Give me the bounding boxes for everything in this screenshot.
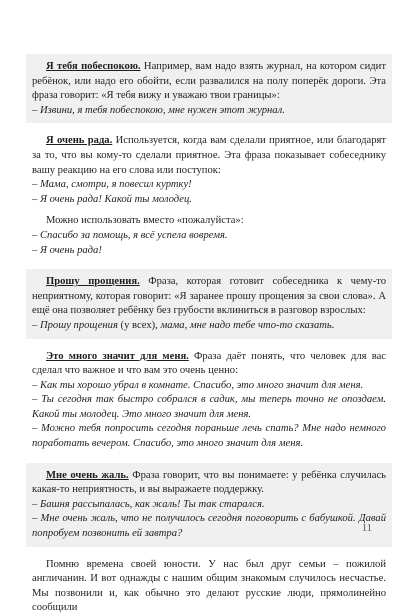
example-text: Спасибо за помощь, я всё успела вовремя. [39, 229, 228, 241]
paragraph-text: Например, вам надо взять журнал, на котором сидит ребёнок, или надо его обойти, если развалился на полу поперёк дороги. Эта фраза говорит: «Я тебя вижу и уважаю твои границы»: [32, 61, 386, 102]
example-text: Извини, я тебя побеспокою, мне нужен этот журнал. [39, 104, 285, 116]
dash: – [32, 513, 41, 525]
dash: – [32, 104, 40, 116]
example-text: Ты сегодня так быстро собрался в садик, мы теперь точно не опоздаем. Какой ты молодец. Это много значит для меня. [32, 394, 386, 420]
example-line [32, 178, 386, 193]
paragraph [32, 60, 386, 104]
phrase-heading: Я тебя побеспокою. [46, 61, 141, 72]
phrase-block-very-sorry [26, 463, 392, 547]
example-text: Я очень рада! Какой ты молодец. [39, 193, 192, 205]
dash: – [32, 319, 40, 331]
example-text: Я очень рада! [39, 244, 102, 256]
example-line [32, 319, 386, 334]
phrase-block-glad [32, 134, 386, 258]
phrase-heading: Прошу прощения. [46, 276, 140, 288]
phrase-heading: Это много значит для меня. [46, 350, 189, 362]
paragraph [32, 469, 386, 498]
dash: – [32, 394, 42, 406]
paragraph [32, 134, 386, 178]
dash: – [32, 193, 40, 205]
dash: – [32, 179, 40, 191]
dash: – [32, 229, 40, 241]
example-text: Можно тебя попросить сегодня пораньше лечь спать? Мне надо немного поработать вечером. Спасибо, это много значит для меня. [32, 423, 386, 450]
example-line [32, 244, 386, 259]
dash: – [32, 379, 40, 391]
example-aside: (у всех), [117, 319, 161, 331]
example-text: мама, мне надо тебе что-то сказать. [160, 319, 335, 331]
paragraph-text: Используется, когда вам сделали приятное, или благодарят за то, что вы кому-то сделали приятное. Эта фраза показывает собеседнику вашу реакцию на его слова или поступок: [32, 135, 386, 176]
example-text: Башня рассыпалась, как жаль! Ты так старался. [39, 498, 265, 510]
note-text: Можно использовать вместо «пожалуйста»: [46, 215, 244, 227]
phrase-block-sorry [26, 269, 392, 338]
example-line [32, 229, 386, 244]
example-line [32, 393, 386, 422]
example-line [32, 498, 386, 513]
paragraph [32, 350, 386, 379]
phrase-block-means-a-lot [32, 350, 386, 452]
phrase-block-disturb [26, 54, 392, 123]
paragraph-text: Фраза даёт понять, что человек для вас сделал что важное и что вам это очень ценно: [32, 350, 386, 377]
page-number: 11 [361, 523, 372, 534]
example-line [32, 379, 386, 394]
dash: – [32, 244, 40, 256]
example-line [32, 193, 386, 208]
dash: – [32, 498, 40, 510]
example-text: Прошу прощения [39, 319, 118, 331]
phrase-heading: Я очень рада. [46, 135, 113, 147]
example-text: Мне очень жаль, что не получилось сегодня поговорить с бабушкой. Давай попробуем позвонить ей завтра? [32, 513, 386, 540]
example-text: Мама, смотри, я повесил куртку! [39, 179, 192, 191]
closing-paragraph: Помню времена своей юности. У нас был друг семьи – пожилой англичанин. И вот однажды с нашим общим знакомым случилось несчастье. Мы позвонили и, как обычно это делают русские люди, прямолинейно сообщили [32, 558, 386, 614]
phrase-heading: Мне очень жаль. [46, 469, 129, 481]
example-line [32, 512, 386, 541]
paragraph-text: Фраза, которая готовит собеседника к чему-то неприятному, которая говорит: «Я заранее прошу прощения за свои слова». А ещё она позволяет ребёнку без грубости вклиниться в разговор взрослых: [32, 276, 387, 317]
example-text: Как ты хорошо убрал в комнате. Спасибо, это много значит для меня. [39, 379, 364, 391]
paragraph [32, 275, 386, 319]
example-line [32, 422, 386, 451]
dash: – [32, 423, 41, 435]
paragraph-text: Фраза говорит, что вы понимаете: у ребёнка случилась какая-то неприятность, и вы выражаете поддержку. [32, 469, 386, 496]
example-line [32, 104, 386, 119]
